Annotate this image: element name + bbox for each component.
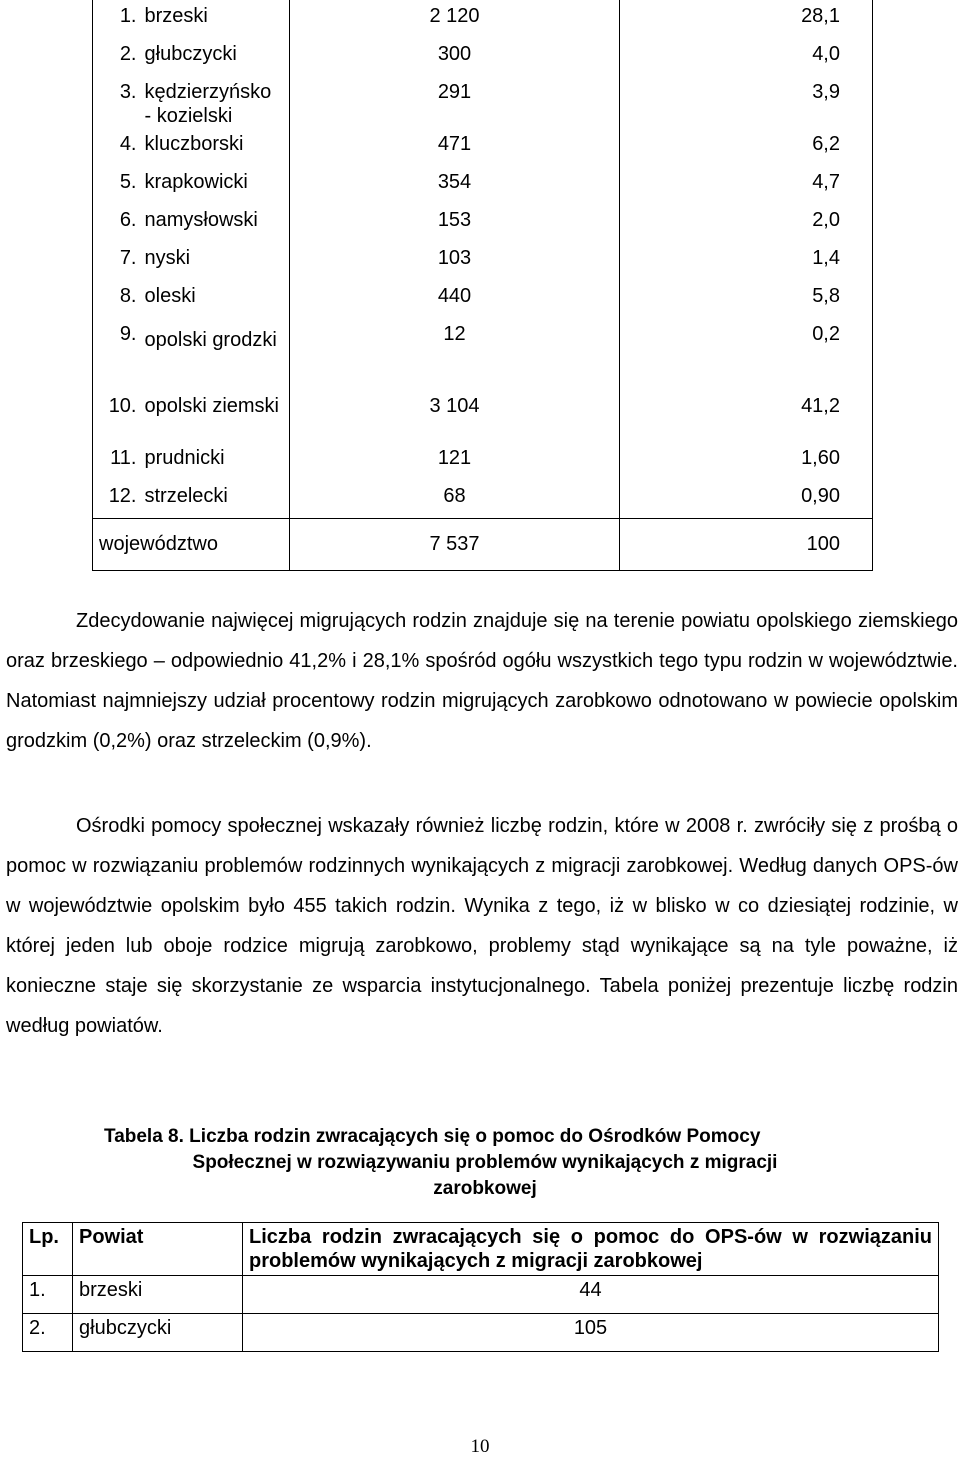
county-name: opolski ziemski — [145, 390, 290, 442]
family-count: 12 — [290, 318, 620, 390]
paragraph-summary: Zdecydowanie najwięcej migrujących rodzin znajduje się na terenie powiatu opolskiego ziemskiego oraz brzeskiego – odpowiednio 41,2% i 28,1% spośród ogółu wszystkich tego typu rodzin w województwie. Natomiast najmniejszy udział procentowy rodzin migrujących zarobkowo odnotowano w powiecie opolskim grodzkim (0,2%) oraz strzeleckim (0,9%). — [6, 610, 958, 752]
county-name: brzeski — [73, 1276, 243, 1314]
county-name: nyski — [145, 242, 290, 280]
table-row — [23, 1314, 939, 1352]
county-name: namysłowski — [145, 204, 290, 242]
row-number: 10. — [93, 390, 145, 442]
county-name: głubczycki — [145, 38, 290, 76]
family-count: 121 — [290, 442, 620, 480]
county-name: krapkowicki — [145, 166, 290, 204]
share-percent: 4,0 — [620, 38, 873, 76]
row-number: 1. — [93, 0, 145, 38]
county-name: strzelecki — [145, 480, 290, 518]
family-count: 68 — [290, 480, 620, 518]
row-number: 5. — [93, 166, 145, 204]
table-caption — [100, 1124, 870, 1202]
share-percent: 0,2 — [620, 318, 873, 390]
family-count: 2 120 — [290, 0, 620, 38]
table-row — [93, 442, 873, 480]
share-percent: 5,8 — [620, 280, 873, 318]
family-count: 103 — [290, 242, 620, 280]
row-number: 3. — [93, 76, 145, 128]
row-number: 7. — [93, 242, 145, 280]
county-name: oleski — [145, 280, 290, 318]
row-number: 4. — [93, 128, 145, 166]
row-number: 12. — [93, 480, 145, 518]
county-name: opolski grodzki — [145, 318, 290, 390]
table-row — [93, 480, 873, 518]
row-number: 11. — [93, 442, 145, 480]
table-row — [93, 38, 873, 76]
family-count: 44 — [243, 1276, 939, 1314]
caption-line-1: Tabela 8. Liczba rodzin zwracających się o pomoc do Ośrodków Pomocy — [104, 1126, 761, 1147]
table-row — [93, 318, 873, 390]
share-percent: 1,4 — [620, 242, 873, 280]
row-number: 6. — [93, 204, 145, 242]
share-percent: 0,90 — [620, 480, 873, 518]
family-count: 354 — [290, 166, 620, 204]
total-label: województwo — [93, 518, 290, 570]
total-count: 7 537 — [290, 518, 620, 570]
county-name: kluczborski — [145, 128, 290, 166]
family-count: 291 — [290, 76, 620, 128]
row-number: 1. — [23, 1276, 73, 1314]
page-number: 10 — [470, 1436, 490, 1457]
header-powiat: Powiat — [73, 1223, 243, 1276]
table-row — [23, 1276, 939, 1314]
table-row — [93, 128, 873, 166]
header-lp: Lp. — [23, 1223, 73, 1276]
total-row — [93, 518, 873, 570]
family-count: 153 — [290, 204, 620, 242]
row-number: 9. — [93, 318, 145, 390]
table-row — [93, 204, 873, 242]
paragraph-ops-requests: Ośrodki pomocy społecznej wskazały również liczbę rodzin, które w 2008 r. zwróciły się z prośbą o pomoc w rozwiązaniu problemów rodzinnych wynikających z migracji zarobkowej. Według danych OPS-ów w województwie opolskim było 455 takich rodzin. Wynika z tego, iż w blisko w co dziesiątej rodzinie, w której jeden lub oboje rodzice migrują zarobkowo, problemy stąd wynikające są na tyle poważne, iż konieczne staje się skorzystanie ze wsparcia instytucjonalnego. Tabela poniżej prezentuje liczbę rodzin według powiatów. — [6, 815, 958, 1037]
county-name: prudnicki — [145, 442, 290, 480]
county-name: brzeski — [145, 0, 290, 38]
share-percent: 4,7 — [620, 166, 873, 204]
row-number: 2. — [23, 1314, 73, 1352]
families-by-county-table — [92, 0, 873, 571]
table2-header-row — [23, 1223, 939, 1276]
table-row — [93, 0, 873, 38]
table-row — [93, 390, 873, 442]
table-row — [93, 280, 873, 318]
county-name: głubczycki — [73, 1314, 243, 1352]
caption-line-2: Społecznej w rozwiązywaniu problemów wynikających z migracji — [192, 1152, 778, 1173]
header-count: Liczba rodzin zwracających się o pomoc do OPS-ów w rozwiązaniu problemów wynikających z migracji zarobkowej — [243, 1223, 939, 1276]
table-row — [93, 166, 873, 204]
caption-line-3: zarobkowej — [433, 1178, 537, 1199]
family-count: 105 — [243, 1314, 939, 1352]
family-count: 300 — [290, 38, 620, 76]
share-percent: 1,60 — [620, 442, 873, 480]
total-percent: 100 — [620, 518, 873, 570]
table-row — [93, 76, 873, 128]
county-name: kędzierzyńsko - kozielski — [145, 76, 290, 128]
share-percent: 2,0 — [620, 204, 873, 242]
row-number: 8. — [93, 280, 145, 318]
share-percent: 6,2 — [620, 128, 873, 166]
family-count: 3 104 — [290, 390, 620, 442]
share-percent: 3,9 — [620, 76, 873, 128]
share-percent: 41,2 — [620, 390, 873, 442]
share-percent: 28,1 — [620, 0, 873, 38]
ops-requests-table — [22, 1222, 939, 1352]
family-count: 440 — [290, 280, 620, 318]
table-row — [93, 242, 873, 280]
row-number: 2. — [93, 38, 145, 76]
table2-body — [23, 1276, 939, 1352]
family-count: 471 — [290, 128, 620, 166]
table1-body — [93, 0, 873, 570]
